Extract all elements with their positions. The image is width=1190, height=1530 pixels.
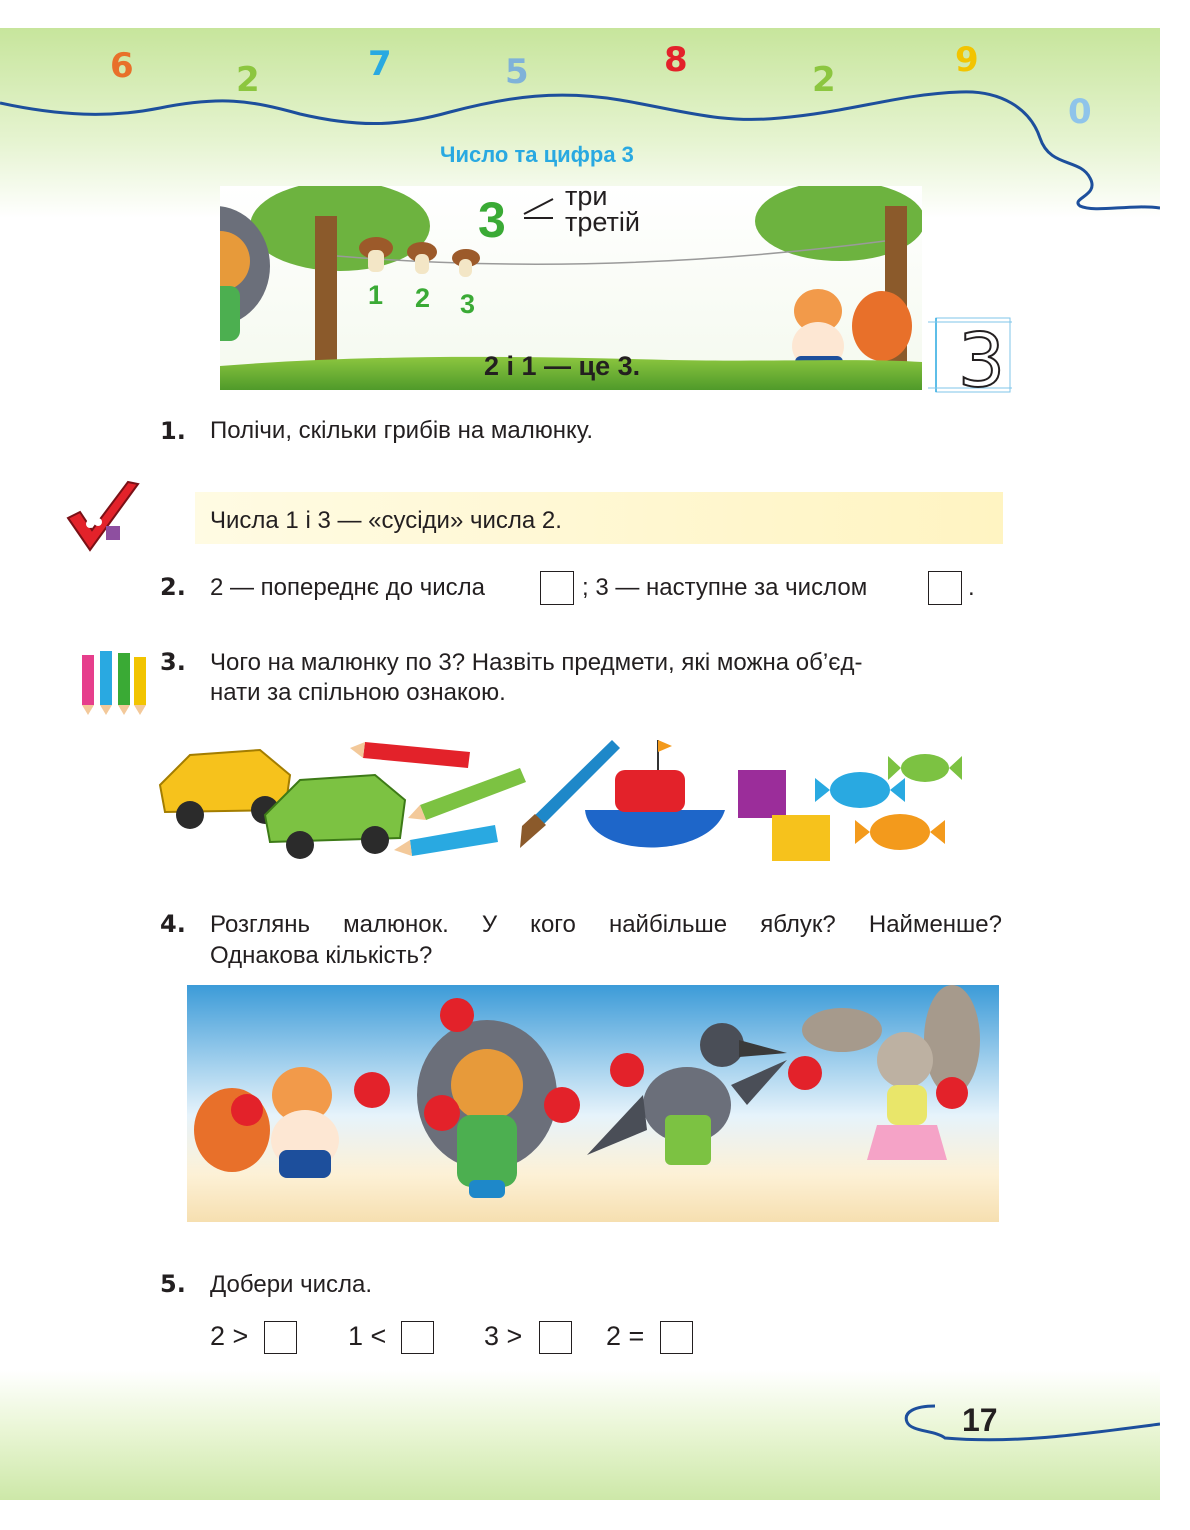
task-2-text-part-1: 2 — попереднє до числа (210, 574, 485, 601)
lesson-title: Число та цифра 3 (440, 142, 634, 167)
big-digit-three: 3 (478, 192, 506, 248)
digit-character-8: 8 (664, 40, 688, 80)
orange-candy (855, 814, 945, 850)
comparison-1: 2 > (210, 1321, 249, 1351)
comparison-answer-box-3[interactable] (539, 1321, 572, 1354)
task-2-text-part-2: ; 3 — наступне за числом (582, 574, 868, 601)
task-4-number: 4. (160, 910, 186, 938)
digit-character-2b: 2 (812, 60, 836, 100)
task-2-text-period: . (968, 574, 975, 601)
blue-pencil (394, 825, 498, 856)
task-1-text: Полічи, скільки грибів на малюнку. (210, 417, 593, 444)
digit-character-0: 0 (1068, 92, 1092, 132)
page-number: 17 (962, 1402, 998, 1438)
word-cardinal: три (565, 181, 608, 211)
branch-lines (521, 196, 561, 236)
comparison-answer-box-1[interactable] (264, 1321, 297, 1354)
task-1-number: 1. (160, 417, 186, 445)
header-caption: 2 і 1 — це 3. (484, 351, 641, 381)
page-number-swoosh (895, 1398, 1160, 1448)
rule-text: Числа 1 і 3 — «сусіди» числа 2. (210, 507, 562, 534)
mushroom-count-3: 3 (460, 289, 476, 319)
objects-illustration (150, 730, 980, 870)
task-4-text-line-1: Розглянь малюнок. У кого найбільше яблук? Найменше? (210, 911, 1002, 938)
comparison-4: 2 = (606, 1321, 645, 1351)
task-5-text: Добери числа. (210, 1271, 373, 1298)
task-3-text-line-2: нати за спільною ознакою. (210, 679, 506, 706)
green-pencil (408, 768, 526, 820)
animals-apples-illustration (187, 985, 999, 1222)
task-3-text-line-1: Чого на малюнку по 3? Назвіть предмети, які можна об’єд- (210, 649, 863, 676)
pencils-mascot-icon (76, 645, 152, 717)
task-5-number: 5. (160, 1270, 186, 1298)
comparison-answer-box-4[interactable] (660, 1321, 693, 1354)
checkmark-mascot-icon (60, 478, 144, 558)
digit-character-7: 7 (368, 44, 392, 84)
task-4-text-line-2: Однакова кількість? (210, 942, 433, 969)
page-edge (1160, 28, 1190, 1500)
red-pencil (350, 742, 470, 768)
mushroom-count-1: 1 (368, 280, 384, 310)
answer-box-previous[interactable] (540, 571, 574, 605)
digit-writing-guide (928, 312, 1012, 394)
comparison-answer-box-2[interactable] (401, 1321, 434, 1354)
answer-box-next[interactable] (928, 571, 962, 605)
comparison-2: 1 < (348, 1321, 387, 1351)
mushroom-count-2: 2 (415, 283, 431, 313)
digit-character-9: 9 (955, 40, 979, 80)
word-ordinal: третій (565, 207, 640, 237)
digit-character-6: 6 (110, 46, 134, 86)
task-3-number: 3. (160, 648, 186, 676)
digit-character-2: 2 (236, 60, 260, 100)
green-candy (888, 754, 962, 782)
comparison-3: 3 > (484, 1321, 523, 1351)
task-2-number: 2. (160, 573, 186, 601)
blue-candy (815, 772, 905, 808)
digit-character-5: 5 (505, 52, 529, 92)
writing-digit: 3 (958, 318, 1006, 394)
